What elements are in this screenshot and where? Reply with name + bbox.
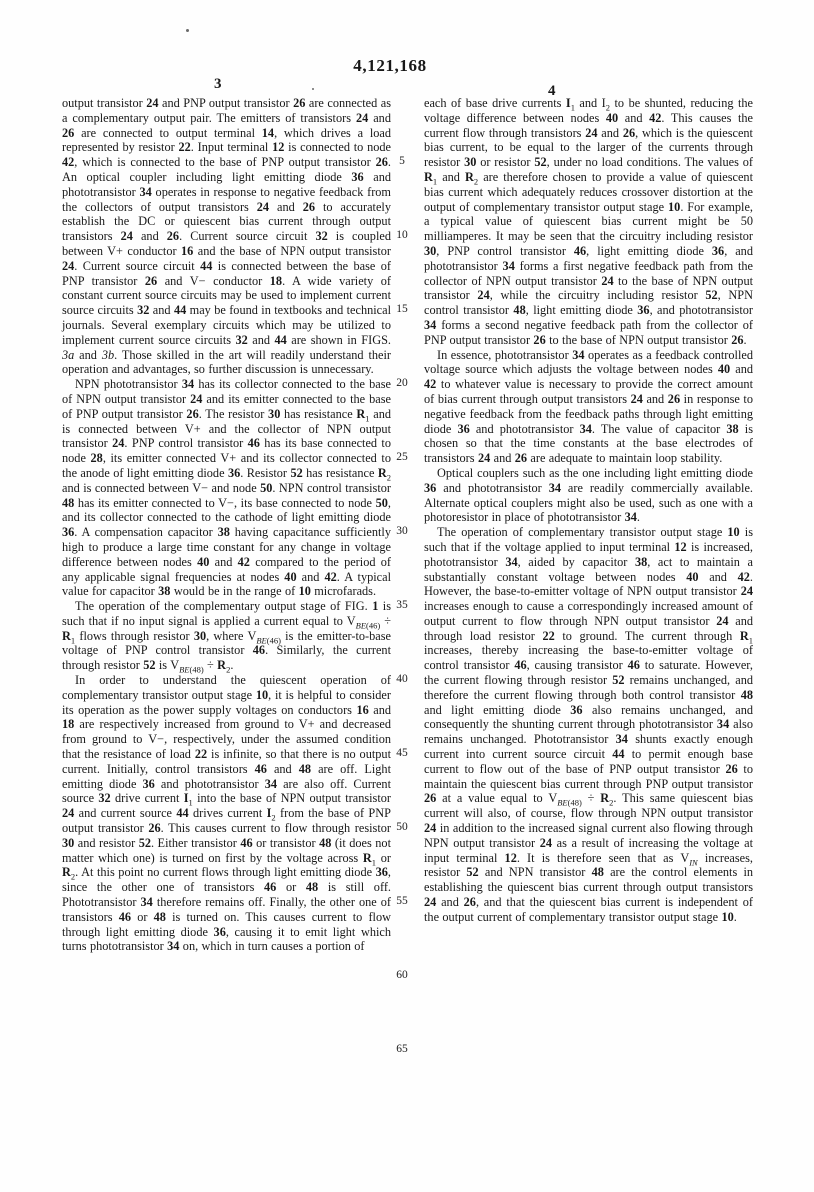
- line-number: 40: [396, 673, 408, 685]
- scan-speck: [186, 29, 189, 32]
- scan-speck: [312, 88, 314, 90]
- paragraph: output transistor 24 and PNP output transistor 26 are connected as a complementary output pair. The emitters of transistors 24 and 26 are connected to output terminal 14, which drives a load represented by resistor 22. Input terminal 12 is connected to node 42, which is connected to the base of PNP output transistor 26. An optical coupler including light emitting diode 36 and phototransistor 34 operates in response to negative feedback from the collectors of output transistors 24 and 26 to accurately establish the DC or quiescent bias current through output transistors 24 and 26. Current source circuit 32 is coupled between V+ conductor 16 and the base of NPN output transistor 24. Current source circuit 44 is connected between the base of PNP transistor 26 and V− conductor 18. A wide variety of constant current source circuits may be used to implement current source circuits 32 and 44 may be found in textbooks and technical journals. Several exemplary circuits which may be utilized to implement current source circuits 32 and 44 are shown in FIGS. 3a and 3b. Those skilled in the art will readily understand their operation and advantages, so further discussion is unnecessary.: [62, 96, 392, 377]
- line-number: 45: [396, 747, 408, 759]
- patent-number: 4,121,168: [353, 56, 427, 75]
- paragraph: In order to understand the quiescent operation of complementary transistor output stage 10, it is helpful to consider its operation as the power supply voltages on conductors 16 and 18 are respectively increased from ground to V+ and decreased from ground to V−, respectively, under the assumed condition that the resistance of load 22 is infinite, so that there is no output current. Initially, control transistors 46 and 48 are off. Light emitting diode 36 and phototransistor 34 are also off. Current source 32 drive current $I_1$ into the base of NPN output transistor 24 and current source 44 drives current $I_2$ from the base of PNP output transistor 26. This causes current to flow through resistor 30 and resistor 52. Either transistor 46 or transistor 48 (it does not matter which one) is turned on first by the voltage across $R_1$ or $R_2$. At this point no current flows through light emitting diode 36, since the other one of transistors 46 or 48 is still off. Phototransistor 34 therefore remains off. Finally, the other one of transistors 46 or 48 is turned on. This causes current to flow through light emitting diode 36, causing it to emit light which turns phototransistor 34 on, which in turn causes a portion of: [62, 673, 392, 954]
- column-page-number-left: 3: [214, 76, 222, 92]
- line-number: 10: [396, 229, 408, 241]
- line-number: 60: [396, 969, 408, 981]
- line-number-gutter: [386, 96, 418, 1096]
- line-number: 35: [396, 599, 408, 611]
- line-number: 25: [396, 451, 408, 463]
- paragraph: each of base drive currents $I_1$ and $I_2$ to be shunted, reducing the voltage difference between nodes 40 and 42. This causes the current flow through transistors 24 and 26, which is the quiescent bias current, to be equal to the larger of the currents through resistor 30 or resistor 52, under no load conditions. The values of $R_1$ and $R_2$ are therefore chosen to provide a value of quiescent bias current which adequately reduces crossover distortion at the output of complementary transistor output stage 10. For example, a typical value of quiescent bias current might be 50 milliamperes. It may be seen that the circuitry including resistor 30, PNP control transistor 46, light emitting diode 36, and phototransistor 34 forms a first negative feedback path from the collector of NPN output transistor 24 to the base of NPN output transistor 24, while the circuitry including resistor 52, NPN control transistor 48, light emitting diode 36, and phototransistor 34 forms a second negative feedback path from the collector of PNP output transistor 26 to the base of NPN output transistor 26.: [424, 96, 754, 347]
- paragraph: The operation of the complementary output stage of FIG. 1 is such that if no input signal is applied a current equal to $V_{BE(46)} \div R_1$ flows through resistor 30, where $V_{BE(46)}$ is the emitter-to-base voltage of PNP control transistor 46. Similarly, the current through resistor 52 is $V_{BE(48)} \div R_2$.: [62, 599, 392, 675]
- line-number: 55: [396, 895, 408, 907]
- column-page-number-right: 4: [548, 83, 556, 99]
- line-number: 65: [396, 1043, 408, 1055]
- paragraph: In essence, phototransistor 34 operates as a feedback controlled voltage source which adjusts the voltage between nodes 40 and 42 to whatever value is necessary to provide the correct amount of bias current through output transistors 24 and 26 in response to negative feedback from the feedback paths through light emitting diode 36 and phototransistor 34. The value of capacitor 38 is chosen so that the time constants at the base electrodes of transistors 24 and 26 are adequate to maintain loop stability.: [424, 347, 753, 466]
- line-number: 30: [396, 525, 408, 537]
- paragraph: Optical couplers such as the one including light emitting diode 36 and phototransistor 34 are readily commercially available. Alternate optical couplers might also be used, such as one with a photoresistor in place of phototransistor 34.: [424, 465, 753, 525]
- paragraph: NPN phototransistor 34 has its collector connected to the base of NPN output transistor 24 and its emitter connected to the base of PNP output transistor 26. The resistor 30 has resistance $R_1$ and is connected between V+ and the collector of NPN output transistor 24. PNP control transistor 46 has its base connected to node 28, its emitter connected V+ and its collector connected to the anode of light emitting diode 36. Resistor 52 has resistance $R_2$ and is connected between V− and node 50. NPN control transistor 48 has its emitter connected to V−, its base connected to node 50, and its collector connected to the cathode of light emitting diode 36. A compensation capacitor 38 having capacitance sufficiently high to produce a large time constant for any change in voltage difference between nodes 40 and 42 compared to the period of any applicable signal frequencies at nodes 40 and 42. A typical value for capacitor 38 would be in the range of 10 microfarads.: [62, 377, 391, 599]
- line-number: 15: [396, 303, 408, 315]
- paragraph: The operation of complementary transistor output stage 10 is such that if the voltage applied to input terminal 12 is increased, phototransistor 34, aided by capacitor 38, act to maintain a substantially constant voltage between nodes 40 and 42. However, the base-to-emitter voltage of NPN output transistor 24 increases enough to cause a correspondingly increased amount of output current to flow through NPN output transistor 24 and through load resistor 22 to ground. The current through $R_1$ increases, thereby increasing the base-to-emitter voltage of control transistor 46, causing transistor 46 to saturate. However, the current flowing through resistor 52 remains unchanged, and therefore the current flowing through both control transistor 48 and light emitting diode 36 also remains unchanged, and consequently the shunting current through phototransistor 34 also remains unchanged. Phototransistor 34 shunts exactly enough current into current source circuit 44 to permit enough base current to flow out of the base of PNP output transistor 26 to maintain the quiescent bias current through PNP output transistor 26 at a value equal to $V_{BE(48)} \div R_2$. This same quiescent bias current will also, of course, flow through NPN output transistor 24 in addition to the increased signal current also flowing through NPN output transistor 24 as a result of increasing the voltage at input terminal 12. It is therefore seen that as $V_{IN}$ increases, resistor 52 and NPN transistor 48 are the control elements in establishing the quiescent bias current through output transistors 24 and 26, and that the quiescent bias current is independent of the output current of complementary transistor output stage 10.: [424, 525, 754, 924]
- text-column-left: [62, 96, 391, 954]
- line-number: 50: [396, 821, 408, 833]
- line-number: 20: [396, 377, 408, 389]
- line-number: 5: [399, 155, 405, 167]
- text-column-right: [424, 96, 753, 925]
